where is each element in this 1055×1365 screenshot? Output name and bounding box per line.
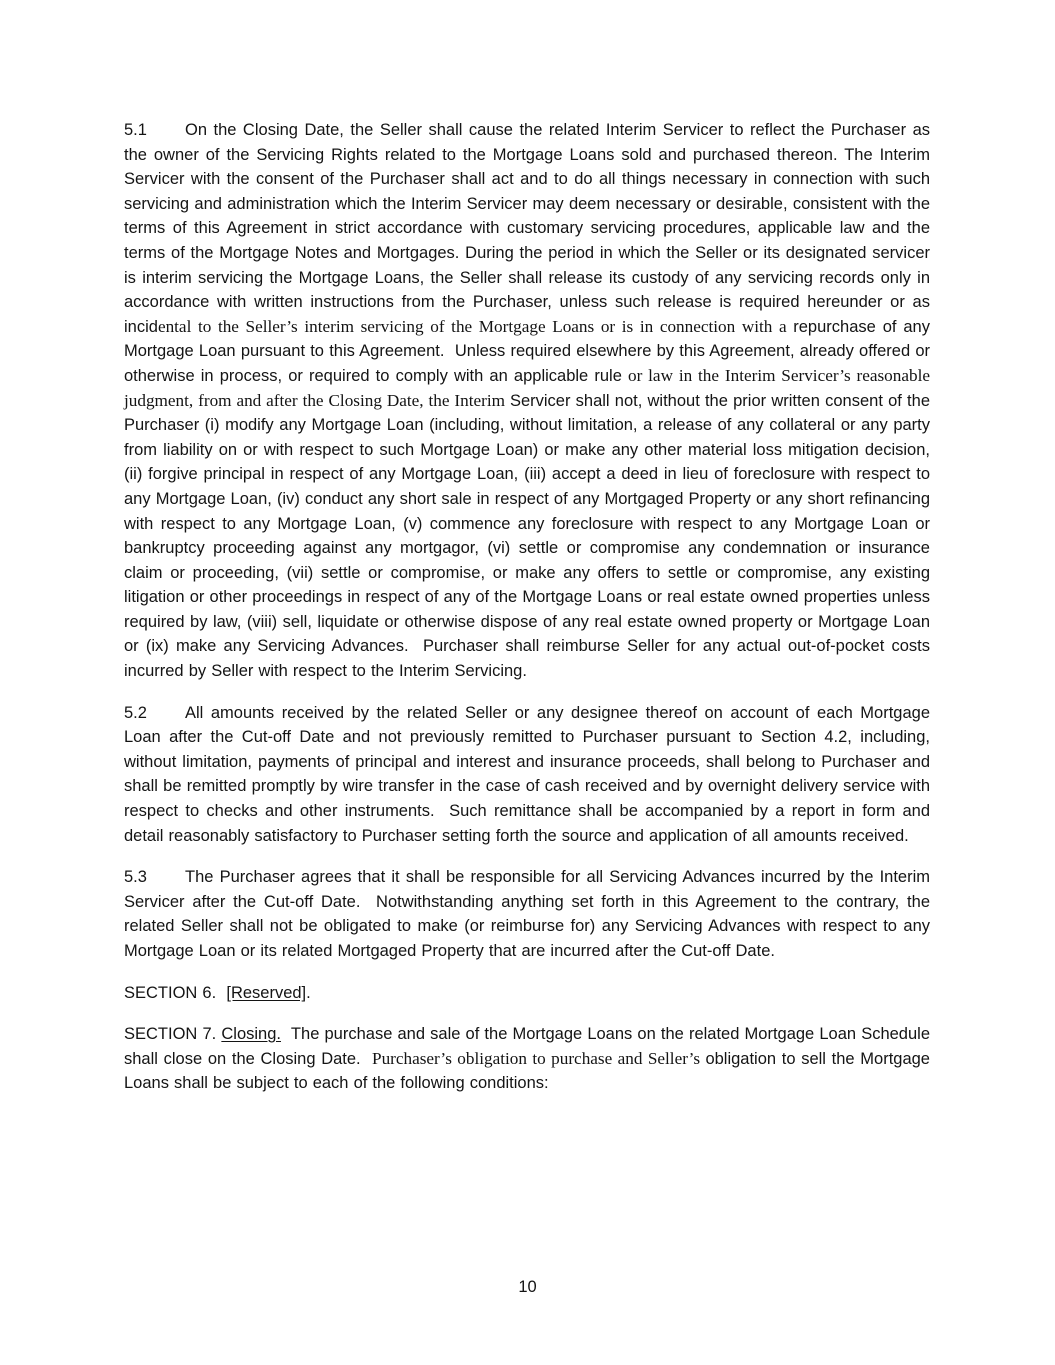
- paragraph-5-3-segment-0: The Purchaser agrees that it shall be responsible for all Servicing Advances incurred by the Interim Servicer after the Cut-off Date. Notwithstanding anything set forth in this Agreement to the contrary, the related Seller shall not be obligated to make (or reimburse for) any Servicing Advances with respect to any Mortgage Loan or its related Mortgaged Property that are incurred after the Cut-off Date.: [124, 868, 930, 960]
- section-7-segment-2: The purchase and sale of the Mortgage Loans on the related Mortgage Loan Schedule shall close on the Closing Date.: [124, 1025, 930, 1068]
- paragraph-5-2-number: 5.2: [124, 703, 147, 722]
- section-6-segment-0: SECTION 6.: [124, 983, 227, 1002]
- paragraph-5-1-segment-0: On the Closing Date, the Seller shall cause the related Interim Servicer to reflect the Purchaser as the owner of the Servicing Rights related to the Mortgage Loans sold and purchased thereon. The Interim Servicer with the consent of the Purchaser shall act and to do all things necessary in connection with such servicing and administration which the Interim Servicer may deem necessary or desirable, consistent with the terms of this Agreement in strict accordance with customary servicing procedures, applicable law and the terms of the Mortgage Notes and Mortgages. During the period in which the Seller or its designated servicer is interim servicing the Mortgage Loans, the Seller shall release its custody of any servicing records only in accordance with written instructions from the Purchaser, unless such release is required hereunder or as incid: [124, 121, 930, 336]
- paragraph-5-2: [124, 701, 930, 849]
- paragraph-5-1-segment-4: Servicer shall not, without the prior written consent of the Purchaser (i) modify any Mortgage Loan (including, without limitation, a release of any collateral or any party from liability on or with respect to such Mortgage Loan) or make any other material loss mitigation decision, (ii) forgive principal in respect of any Mortgage Loan, (iii) accept a deed in lieu of foreclosure with respect to any Mortgage Loan, (iv) conduct any short sale in respect of any Mortgaged Property or any short refinancing with respect to any Mortgage Loan, (v) commence any foreclosure with respect to any Mortgage Loan or bankruptcy proceeding against any mortgagor, (vi) settle or compromise any condemnation or insurance claim or proceeding, (vii) settle or compromise, or make any offers to settle or compromise, any existing litigation or other proceedings in respect of any of the Mortgage Loans or real estate owned properties unless required by law, (viii) sell, liquidate or otherwise dispose of any real estate owned property or Mortgage Loan or (ix) make any Servicing Advances. Purchaser shall reimburse Seller for any actual out-of-pocket costs incurred by Seller with respect to the Interim Servicing.: [124, 391, 930, 681]
- paragraph-5-1: [124, 118, 930, 684]
- section-6-segment-1: [Reserved]: [226, 983, 307, 1002]
- section-7-segment-4: obligation to sell the Mortgage Loans shall be subject to each of the following conditions:: [124, 1049, 930, 1093]
- section-6: [124, 981, 930, 1006]
- paragraph-5-1-segment-3: or law in the Interim Servicer’s reasonable judgment, from and after the Closing Date, the Interim: [124, 365, 930, 410]
- paragraph-5-1-number: 5.1: [124, 121, 147, 139]
- paragraph-5-3-number: 5.3: [124, 868, 147, 887]
- paragraph-5-3: [124, 865, 930, 963]
- paragraph-5-2-segment-0: All amounts received by the related Seller or any designee thereof on account of each Mortgage Loan after the Cut-off Date and not previously remitted to Purchaser pursuant to Section 4.2, including, without limitation, payments of principal and interest and insurance proceeds, shall belong to Purchaser and shall be remitted promptly by wire transfer in the case of cash received and by overnight delivery service with respect to checks and other instruments. Such remittance shall be accompanied by a report in form and detail reasonably satisfactory to Purchaser setting forth the source and application of all amounts received.: [124, 703, 930, 845]
- section-6-segment-2: .: [306, 983, 311, 1002]
- section-7: [124, 1022, 930, 1096]
- document-body: [124, 118, 930, 1113]
- page-number: 10: [518, 1278, 537, 1296]
- section-7-segment-0: SECTION 7.: [124, 1025, 222, 1044]
- paragraph-5-1-segment-2: repurchase of any Mortgage Loan pursuant to this Agreement. Unless required elsewhere by this Agreement, already offered or otherwise in process, or required to comply with an applicable rule: [124, 317, 930, 385]
- paragraph-5-1-segment-1: ental to the Seller’s interim servicing of the Mortgage Loans or is in connection with a: [157, 316, 794, 336]
- section-7-segment-1: Closing.: [221, 1025, 281, 1044]
- section-7-segment-3: Purchaser’s obligation to purchase and Seller’s: [372, 1048, 706, 1068]
